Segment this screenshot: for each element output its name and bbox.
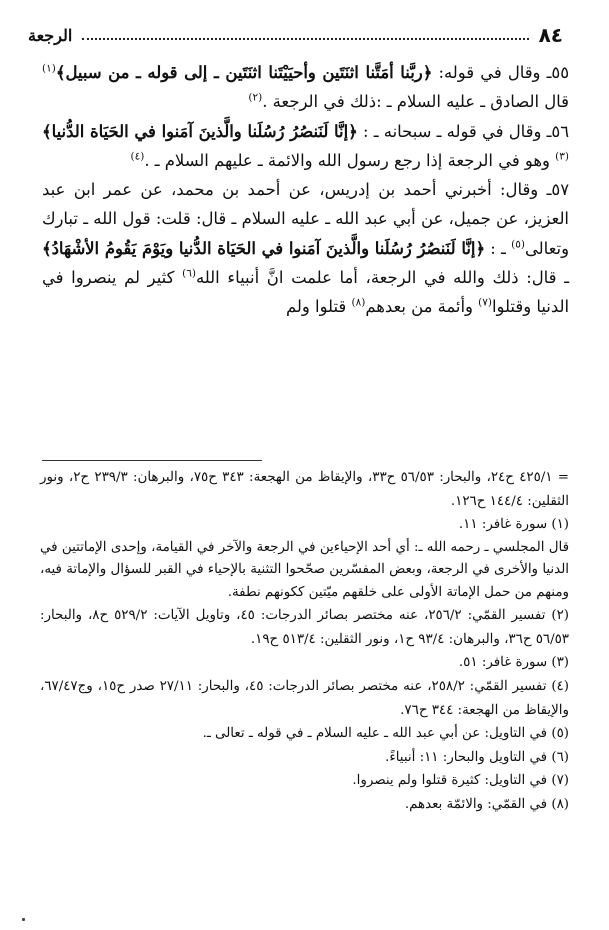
paragraph-56 [42, 117, 569, 176]
header-dotted-leader [82, 38, 528, 40]
paragraph-text: وهو في الرجعة إذا رجع رسول الله والائمة ـ عليهم السلام ـ . [144, 150, 556, 170]
footnote-ref: (٤) [130, 150, 145, 163]
header-title: الرجعة [28, 25, 73, 45]
footnote-6: (٦) في التاويل والبحار: ١١: أنبياءً. [385, 749, 569, 765]
paragraph-text: ـ قال: ذلك والله في الرجعة، أما علمت انَّ أنبياء الله [195, 268, 569, 288]
footnote-ref: (٣) [555, 150, 569, 163]
quran-verse: ﴿إنَّا لَنَنصُرُ رُسُلَنا والَّذينَ آمَنوا في الحَيَاة الدُّنيا﴾ [42, 121, 358, 141]
footnotes [40, 466, 569, 817]
footnote-divider [42, 460, 262, 461]
paragraph-text: ـ : [485, 238, 512, 258]
paragraph-text: ٥٧ـ وقال: أخبرني أحمد بن إدريس، عن أحمد بن محمد، عن عمر ابن عبد العزيز، عن جميل، عن أبي عبد الله ـ عليه السلام ـ قال: قلت: قول الله ـ تبارك وتعالى [42, 180, 569, 258]
footnote-4: (٤) تفسير القمّي: ٢٥٨/٢، عنه مختصر بصائر الدرجات: ٤٥، والبحار: ٢٧/١١ صدر ح١٥، وج٦٧/٤٧، والإيقاظ من الهجعة: ٣٤٤ ح٧٦. [40, 679, 569, 718]
paragraph-text: ٥٦ـ وقال في قوله ـ سبحانه ـ : [357, 121, 569, 141]
footnote-ref: (٦) [182, 267, 196, 280]
footnote-5: (٥) في التاويل: عن أبي عبد الله ـ عليه السلام ـ في قوله ـ تعالى ـ. [202, 726, 569, 742]
footnote-3: (٣) سورة غافر: ٥١. [458, 655, 569, 671]
margin-mark [22, 918, 25, 921]
paragraph-text: وأئمة من بعدهم [365, 297, 479, 317]
footnote-2: (٢) تفسير القمّي: ٢٥٦/٢، عنه مختصر بصائر الدرجات: ٤٥، وتاويل الآيات: ٥٢٩/٢ ح٨، والبحار: ٥٦/٥٣ ح٣٦، والبرهان: ٩٣/٤ ح١، ونور الثقلين: ٥١٣/٤ ح١٩. [40, 608, 569, 647]
footnote-ref: (٥) [511, 238, 525, 251]
main-text [42, 58, 569, 322]
footnote-ref: (٧) [478, 296, 492, 309]
footnote-ref: (٢) [248, 91, 263, 104]
paragraph-text: كثير لم ينصروا في الدنيا وقتلوا [42, 268, 569, 317]
quran-verse: ﴿ربَّنا أمَتَّنا اثنَتَين وأحيَيْتَنا اثنَتَين ـ إلى قوله ـ من سبيل﴾ [55, 63, 433, 82]
quran-verse: ﴿إنَّا لَنَنصُرُ رُسُلَنا والَّذينَ آمَنوا في الحَيَاة الدُّنيا ويَوْمَ يَقُومُ الأشْهَادُ﴾ [42, 238, 486, 258]
paragraph-text: ٥٥ـ وقال في قوله: [432, 63, 570, 82]
footnote-8: (٨) في القمّي: والائمّة بعدهم. [404, 797, 569, 813]
footnote-1-commentary: قال المجلسي ـ رحمه الله ـ: أي أحد الإحياءين في الرجعة والآخر في القيامة، وإحدى الإماتتين في الدنيا والأخرى في الرجعة، وبعض المفسّرين صحّحوا التثنية بالإحياء في القبر للسؤال والإماتة فيه، ومنهم من حمل الإماتة الأولى على خلقهم ميّتين ككونهم نطفة. [40, 539, 569, 600]
page-number: ٨٤ [538, 23, 563, 47]
paragraph-57 [42, 175, 569, 321]
paragraph-text: قتلوا ولم [285, 297, 352, 317]
footnote-7: (٧) في التاويل: كثيرة قتلوا ولم ينصروا. [352, 773, 569, 789]
paragraph-text: قال الصادق ـ عليه السلام ـ :ذلك في الرجعة . [262, 92, 569, 112]
paragraph-55 [42, 58, 569, 117]
footnote-ref: (٨) [351, 296, 366, 309]
footnote-1: (١) سورة غافر: ١١. [458, 517, 569, 533]
footnote-continuation: = ٤٢٥/١ ح٢٤، والبحار: ٥٦/٥٣ ح٣٣، والإيقاظ من الهجعة: ٣٤٣ ح٧٥، والبرهان: ٢٣٩/٣ ح٢، ونور الثقلين: ١٤٤/٤ ح١٢٦. [40, 470, 570, 509]
footnote-ref: (١) [42, 62, 56, 75]
running-header [28, 22, 563, 48]
